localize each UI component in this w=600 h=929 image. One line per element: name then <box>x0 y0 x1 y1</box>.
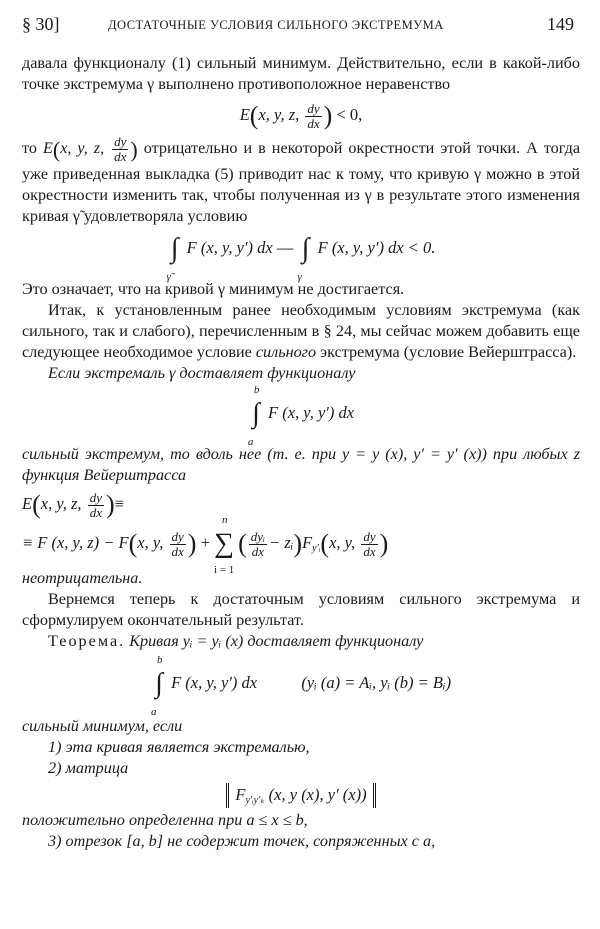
formula-weierstrass-negative: E(x, y, z, $\frac{dy}{dx}$ ) < 0, <box>239 100 363 131</box>
formula-functional: ∫ b a F (x, y, y′) dx <box>247 384 355 448</box>
formula-theorem-functional: ∫ b a F (x, y, y′) dx (yᵢ (a) = Aᵢ, yᵢ (b) = Bᵢ) <box>150 654 452 718</box>
paragraph-1: давала функционалу (1) сильный минимум. Действительно, если в какой-либо точке экстремума γ выполнено противоположное неравенство <box>22 54 580 93</box>
formula-weierstrass-def-line2: ≡ F (x, y, z) − F(x, y, $\frac{dy}{dx}$ ) + ∑ n i = 1 ( $\frac{\text{dyᵢ}}{dx}$ − $zᵢ)F_{y'ᵢ}(x$, y, $\frac{dy}{dx}$ ) <box>22 514 389 576</box>
running-title: ДОСТАТОЧНЫЕ УСЛОВИЯ СИЛЬНОГО ЭКСТРЕМУМА <box>108 18 444 32</box>
condition-3: 3) отрезок [a, b] не содержит точек, сопряженных с a, <box>48 832 436 850</box>
paragraph-2: то E(x, y, z, $\frac{dy}{dx}$ ) отрицательно и в некоторой окрестности этой точки. А тогда уже приведенная выкладка (5) приводит нас к тому, что кривую γ можно в этой окрестности изменить так, чтобы полученная из γ в результате этого изменения кривая γ̃ удовлетворяла условию <box>22 134 581 225</box>
page-header <box>0 12 600 38</box>
formula-integral-difference: ∫ γ̃ F (x, y, y′) dx — ∫ γ F (x, y, y′) dx < 0. <box>166 233 436 283</box>
section-number: § 30] <box>22 14 60 34</box>
page-number: 149 <box>547 14 574 34</box>
condition-1: 1) эта кривая является экстремалью, <box>48 738 310 756</box>
formula-matrix: $F_{y'ᵢy'_k}$ (x, y (x), y′ (x)) <box>22 783 580 808</box>
theorem-statement: Теорема. Кривая yᵢ = yᵢ (x) доставляет функционалу <box>48 632 424 650</box>
paragraph-5: сильный экстремум, то вдоль нее (т. е. при y = y (x), y′ = y′ (x)) при любых z функция Вейерштрасса <box>22 445 580 484</box>
formula-weierstrass-def-line1: E(x, y, z, $\frac{dy}{dx}$ )≡ <box>22 489 124 520</box>
theorem-intro: Если экстремаль γ доставляет функционалу <box>48 364 356 382</box>
paragraph-3: Это означает, что на кривой γ минимум не достигается. <box>22 280 405 298</box>
positive-definite: положительно определенна при a ≤ x ≤ b, <box>22 811 308 829</box>
paragraph-6: неотрицательна. <box>22 569 143 587</box>
paragraph-7: Вернемся теперь к достаточным условиям сильного экстремума и сформулируем окончательный результат. <box>22 590 580 629</box>
page-body <box>22 53 580 852</box>
paragraph-4: Итак, к установленным ранее необходимым условиям экстремума (как сильного, так и слабого), перечисленным в § 24, мы сейчас можем добавить еще следующее необходимое условие сильного экстремума (условие Вейерштрасса). <box>22 301 580 361</box>
strong-minimum-if: сильный минимум, если <box>22 717 183 735</box>
condition-2: 2) матрица <box>48 759 129 777</box>
